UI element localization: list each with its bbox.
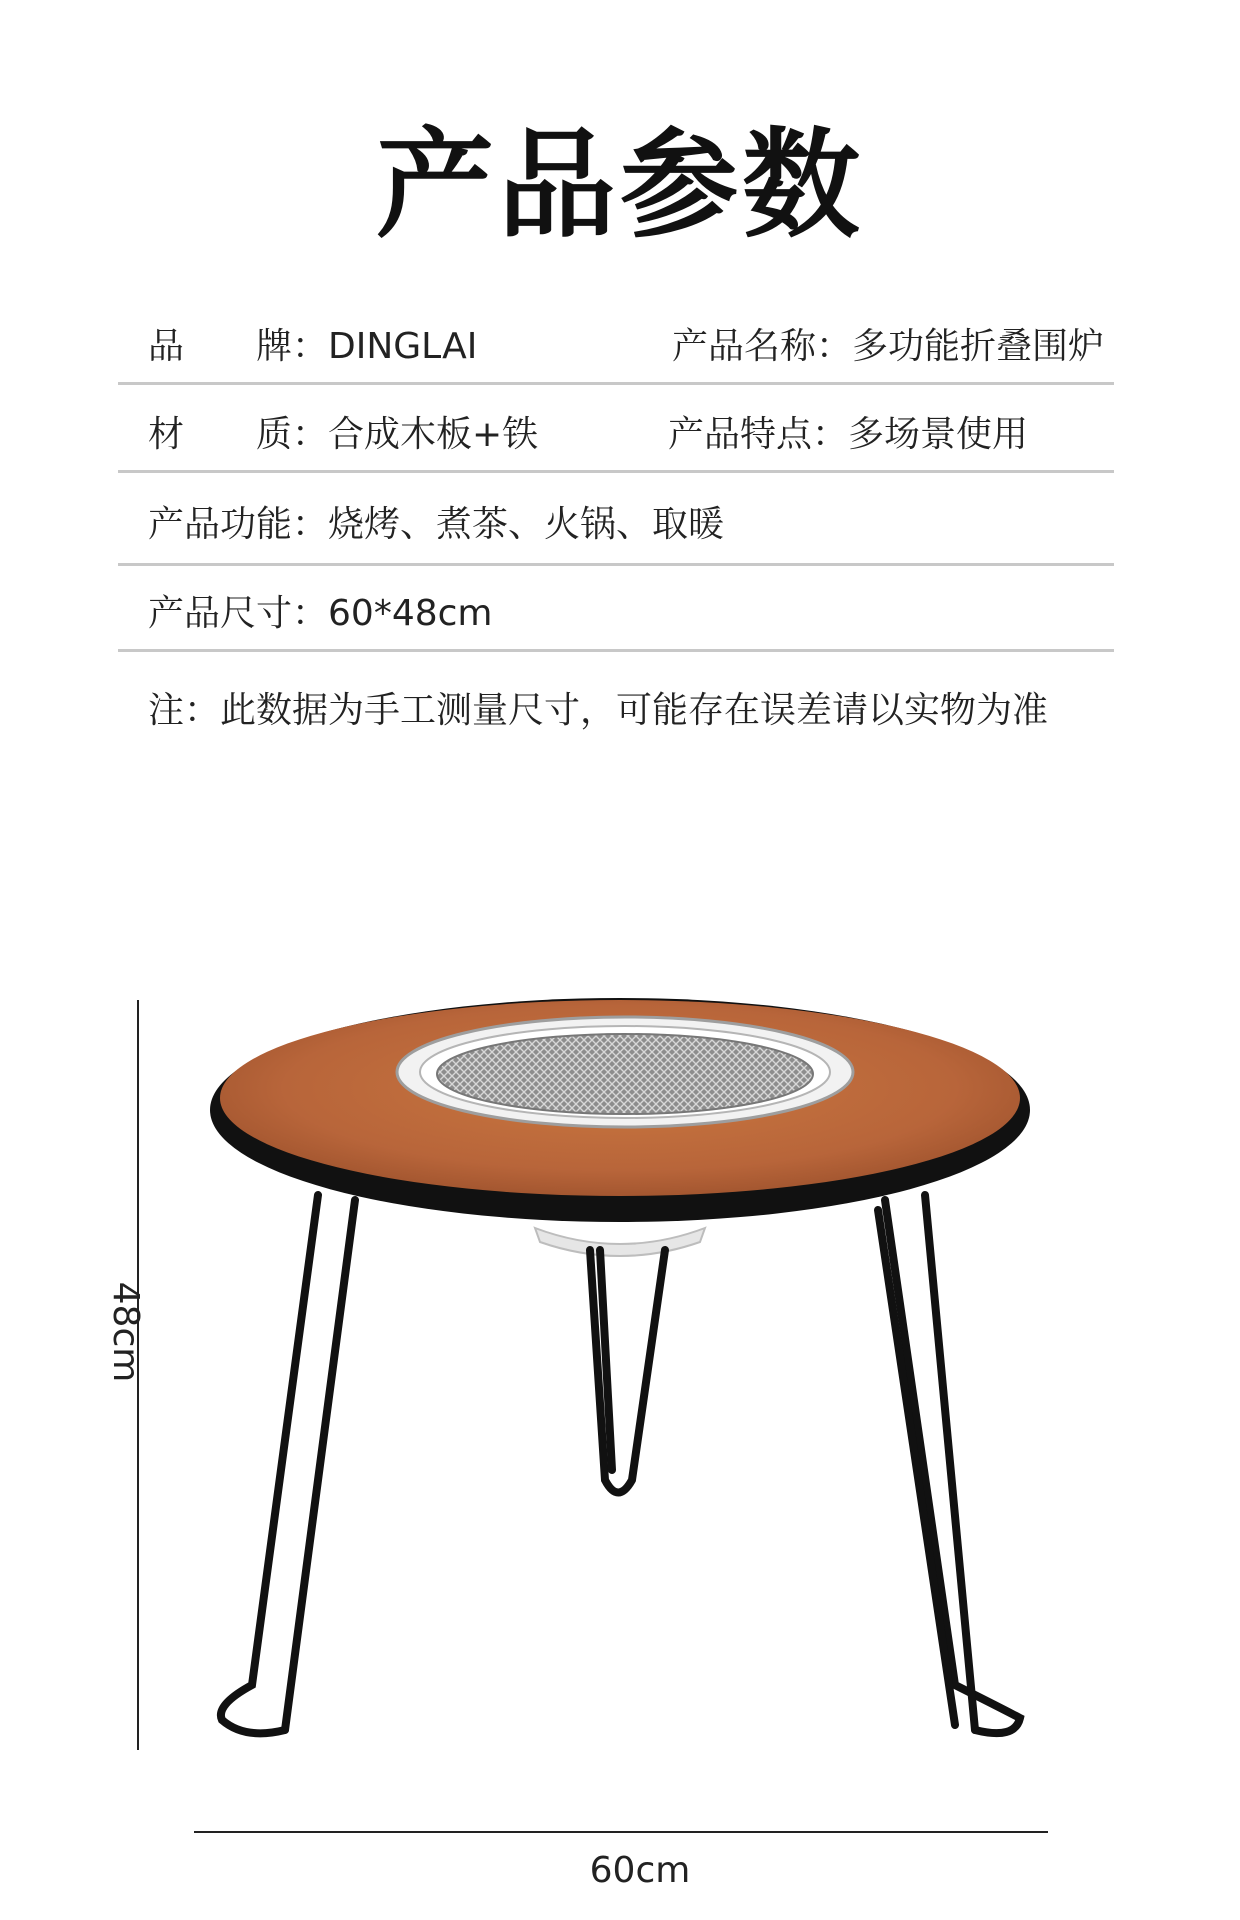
material-value: 合成木板+铁 <box>328 414 539 455</box>
name-value: 多功能折叠围炉 <box>852 326 1105 367</box>
material-label: 材 质： <box>148 414 329 455</box>
spec-row-feature <box>668 406 1028 457</box>
fire-bowl <box>535 1228 705 1256</box>
brand-value: DINGLAI <box>328 326 478 367</box>
measurement-note: 注：此数据为手工测量尺寸，可能存在误差请以实物为准 <box>148 690 1049 731</box>
spec-row-brand <box>148 318 477 369</box>
spec-row-name <box>672 318 1104 369</box>
function-value: 烧烤、煮茶、火锅、取暖 <box>328 504 725 545</box>
feature-label: 产品特点： <box>668 414 849 455</box>
size-value: 60*48cm <box>328 593 493 634</box>
left-leg <box>221 1195 355 1733</box>
function-label: 产品功能： <box>148 504 329 545</box>
width-dimension-line <box>194 1831 1048 1833</box>
width-label: 60cm <box>589 1850 691 1891</box>
spec-row-size <box>148 585 493 636</box>
spec-row-material <box>148 406 538 457</box>
name-label: 产品名称： <box>672 326 853 367</box>
divider <box>118 563 1114 566</box>
brand-label: 品 牌： <box>148 326 329 367</box>
divider <box>118 382 1114 385</box>
spec-row-function <box>148 496 724 547</box>
page-title: 产品参数 <box>375 116 864 254</box>
feature-value: 多场景使用 <box>848 414 1029 455</box>
divider <box>118 649 1114 652</box>
grill-mesh <box>437 1034 813 1114</box>
size-label: 产品尺寸： <box>148 593 329 634</box>
divider <box>118 470 1114 473</box>
back-leg <box>590 1250 665 1493</box>
height-label: 48cm <box>105 1281 146 1383</box>
right-leg <box>878 1195 1020 1733</box>
folding-fire-table-image <box>0 960 1240 1760</box>
